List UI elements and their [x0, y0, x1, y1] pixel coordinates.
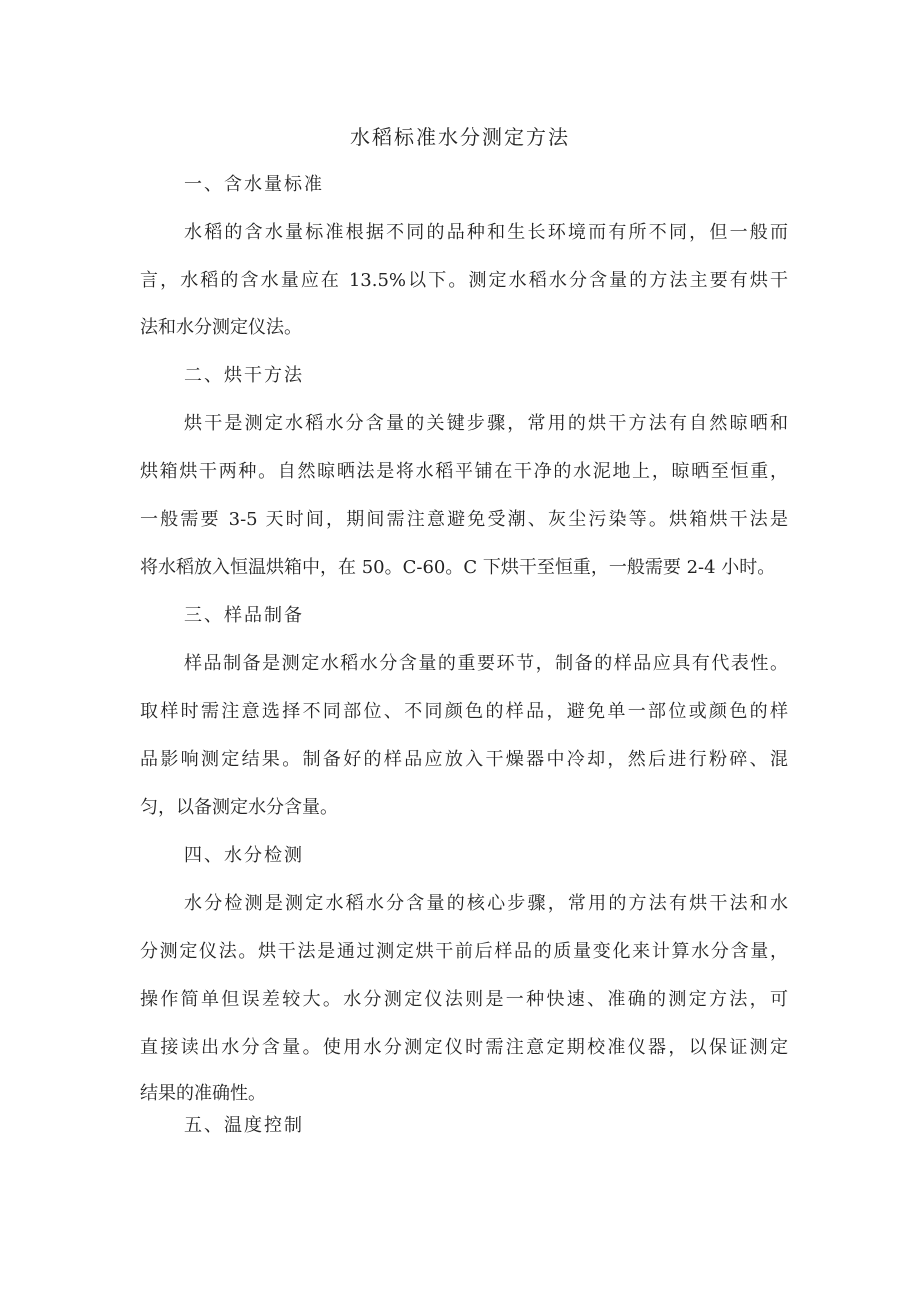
paragraph-line: 操作简单但误差较大。水分测定仪法则是一种快速、准确的测定方法，可	[140, 989, 788, 1010]
section-heading-2: 二、烘干方法	[184, 365, 304, 386]
section-heading-4: 四、水分检测	[184, 845, 304, 866]
section-heading-3: 三、样品制备	[184, 605, 304, 626]
paragraph-line: 取样时需注意选择不同部位、不同颜色的样品，避免单一部位或颜色的样	[140, 701, 788, 722]
paragraph-line: 一般需要 3-5 天时间，期间需注意避免受潮、灰尘污染等。烘箱烘干法是	[140, 509, 788, 530]
section-heading-1: 一、含水量标准	[184, 174, 324, 195]
paragraph-line: 样品制备是测定水稻水分含量的重要环节，制备的样品应具有代表性。	[184, 653, 788, 674]
paragraph-line: 结果的准确性。	[140, 1083, 266, 1104]
paragraph-line: 品影响测定结果。制备好的样品应放入干燥器中冷却，然后进行粉碎、混	[140, 749, 788, 770]
paragraph-line: 法和水分测定仪法。	[140, 317, 302, 338]
paragraph-line: 直接读出水分含量。使用水分测定仪时需注意定期校准仪器，以保证测定	[140, 1037, 788, 1058]
paragraph-line: 将水稻放入恒温烘箱中，在 50。C-60。C 下烘干至恒重，一般需要 2-4 小时。	[140, 557, 776, 578]
paragraph-line: 匀，以备测定水分含量。	[140, 797, 338, 818]
paragraph-line: 分测定仪法。烘干法是通过测定烘干前后样品的质量变化来计算水分含量，	[140, 941, 788, 962]
paragraph-line: 烘箱烘干两种。自然晾晒法是将水稻平铺在干净的水泥地上，晾晒至恒重，	[140, 461, 788, 482]
paragraph-line: 言，水稻的含水量应在 13.5%以下。测定水稻水分含量的方法主要有烘干	[140, 270, 788, 291]
document-title: 水稻标准水分测定方法	[350, 125, 570, 149]
paragraph-line: 烘干是测定水稻水分含量的关键步骤，常用的烘干方法有自然晾晒和	[184, 413, 788, 434]
paragraph-line: 水分检测是测定水稻水分含量的核心步骤，常用的方法有烘干法和水	[184, 893, 788, 914]
paragraph-line: 水稻的含水量标准根据不同的品种和生长环境而有所不同，但一般而	[184, 222, 788, 243]
section-heading-5: 五、温度控制	[184, 1115, 304, 1136]
